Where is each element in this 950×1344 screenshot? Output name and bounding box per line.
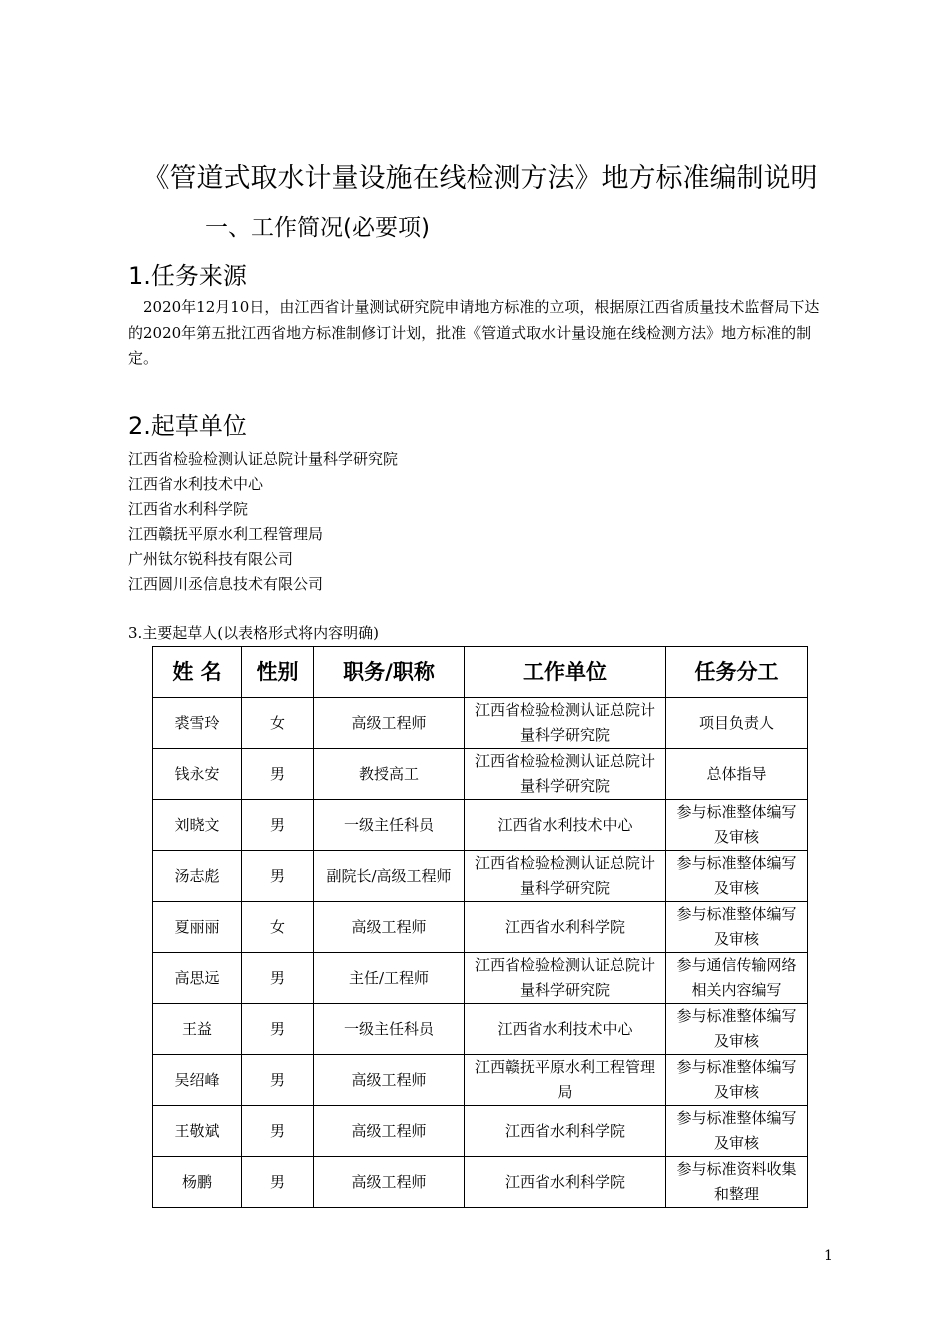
table-cell: 总体指导 <box>666 749 808 800</box>
table-cell: 高级工程师 <box>314 1106 465 1157</box>
table-cell: 高级工程师 <box>314 1157 465 1208</box>
table-cell: 江西省检验检测认证总院计量科学研究院 <box>465 749 666 800</box>
table-cell: 男 <box>242 1106 314 1157</box>
table-row <box>153 851 808 902</box>
drafting-unit-item: 广州钛尔锐科技有限公司 <box>128 550 294 568</box>
table-cell: 参与标准整体编写及审核 <box>666 1055 808 1106</box>
table-row <box>153 1004 808 1055</box>
section-heading-work-overview: 一、工作简况(必要项) <box>205 215 430 241</box>
drafting-unit-item: 江西圆川丞信息技术有限公司 <box>128 575 324 593</box>
drafters-caption: 3.主要起草人(以表格形式将内容明确) <box>128 624 380 642</box>
document-title: 《管道式取水计量设施在线检测方法》地方标准编制说明 <box>142 163 818 194</box>
column-header: 姓 名 <box>153 647 242 698</box>
column-header: 职务/职称 <box>314 647 465 698</box>
drafting-units-heading: 2.起草单位 <box>128 412 247 440</box>
table-row <box>153 902 808 953</box>
table-cell: 男 <box>242 749 314 800</box>
drafters-table <box>152 646 808 1208</box>
table-cell: 男 <box>242 953 314 1004</box>
table-cell: 男 <box>242 1055 314 1106</box>
table-cell: 参与标准资料收集和整理 <box>666 1157 808 1208</box>
table-cell: 男 <box>242 800 314 851</box>
table-cell: 裘雪玲 <box>153 698 242 749</box>
table-row <box>153 1055 808 1106</box>
table-row <box>153 1106 808 1157</box>
table-cell: 王益 <box>153 1004 242 1055</box>
table-cell: 参与标准整体编写及审核 <box>666 851 808 902</box>
table-cell: 男 <box>242 851 314 902</box>
table-cell: 参与通信传输网络相关内容编写 <box>666 953 808 1004</box>
table-cell: 江西省水利科学院 <box>465 1157 666 1208</box>
table-cell: 高级工程师 <box>314 1055 465 1106</box>
table-row <box>153 953 808 1004</box>
table-cell: 一级主任科员 <box>314 800 465 851</box>
table-cell: 一级主任科员 <box>314 1004 465 1055</box>
table-cell: 吴绍峰 <box>153 1055 242 1106</box>
column-header: 工作单位 <box>465 647 666 698</box>
drafting-unit-item: 江西省水利科学院 <box>128 500 249 518</box>
drafting-unit-item: 江西省水利技术中心 <box>128 475 264 493</box>
table-cell: 主任/工程师 <box>314 953 465 1004</box>
task-source-paragraph: 2020年12月10日，由江西省计量测试研究院申请地方标准的立项，根据原江西省质量技术监督局下达的2020年第五批江西省地方标准制修订计划，批准《管道式取水计量设施在线检测方法》地方标准的制定。 <box>128 298 820 367</box>
table-cell: 参与标准整体编写及审核 <box>666 1004 808 1055</box>
table-cell: 江西省检验检测认证总院计量科学研究院 <box>465 953 666 1004</box>
table-row <box>153 698 808 749</box>
table-cell: 江西省检验检测认证总院计量科学研究院 <box>465 851 666 902</box>
table-cell: 王敬斌 <box>153 1106 242 1157</box>
table-row <box>153 800 808 851</box>
table-cell: 汤志彪 <box>153 851 242 902</box>
table-cell: 教授高工 <box>314 749 465 800</box>
table-cell: 杨鹏 <box>153 1157 242 1208</box>
table-cell: 高级工程师 <box>314 902 465 953</box>
page-number: 1 <box>824 1248 833 1264</box>
table-cell: 江西省水利技术中心 <box>465 800 666 851</box>
drafting-unit-item: 江西省检验检测认证总院计量科学研究院 <box>128 450 399 468</box>
table-row <box>153 1157 808 1208</box>
table-cell: 夏丽丽 <box>153 902 242 953</box>
table-cell: 女 <box>242 698 314 749</box>
table-cell: 钱永安 <box>153 749 242 800</box>
table-cell: 参与标准整体编写及审核 <box>666 902 808 953</box>
table-cell: 高级工程师 <box>314 698 465 749</box>
table-cell: 女 <box>242 902 314 953</box>
task-source-heading: 1.任务来源 <box>128 262 247 290</box>
table-cell: 江西省检验检测认证总院计量科学研究院 <box>465 698 666 749</box>
table-cell: 参与标准整体编写及审核 <box>666 800 808 851</box>
table-cell: 项目负责人 <box>666 698 808 749</box>
table-cell: 男 <box>242 1004 314 1055</box>
table-row <box>153 749 808 800</box>
table-cell: 副院长/高级工程师 <box>314 851 465 902</box>
table-cell: 江西省水利科学院 <box>465 902 666 953</box>
table-header-row <box>153 647 808 698</box>
table-cell: 男 <box>242 1157 314 1208</box>
table-cell: 参与标准整体编写及审核 <box>666 1106 808 1157</box>
table-cell: 江西赣抚平原水利工程管理局 <box>465 1055 666 1106</box>
drafting-units-list <box>128 447 398 597</box>
table-cell: 高思远 <box>153 953 242 1004</box>
drafting-unit-item: 江西赣抚平原水利工程管理局 <box>128 525 324 543</box>
column-header: 性别 <box>242 647 314 698</box>
table-cell: 江西省水利科学院 <box>465 1106 666 1157</box>
column-header: 任务分工 <box>666 647 808 698</box>
table-cell: 江西省水利技术中心 <box>465 1004 666 1055</box>
table-cell: 刘晓文 <box>153 800 242 851</box>
